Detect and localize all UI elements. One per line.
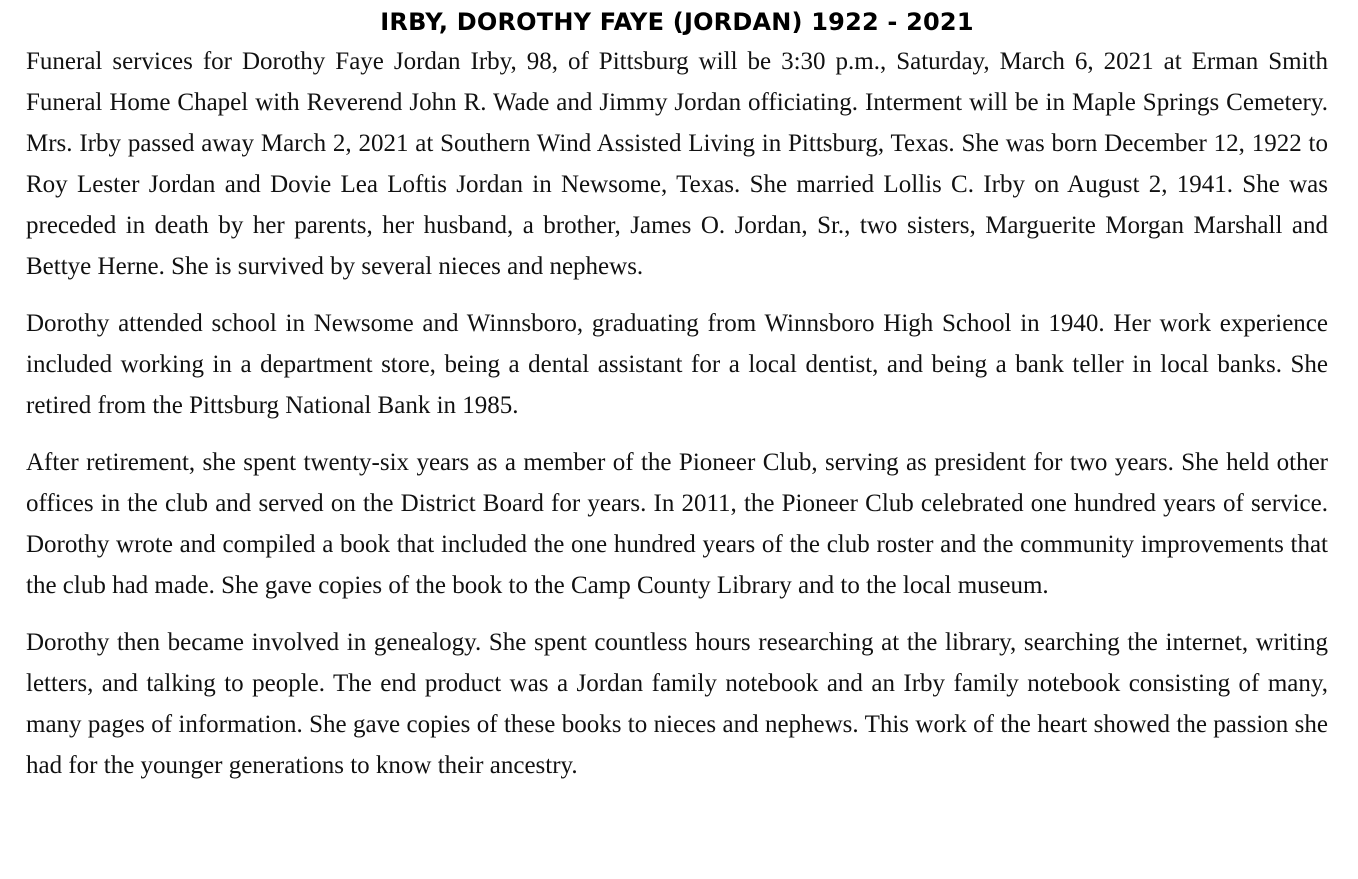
obituary-page xyxy=(26,0,1328,786)
paragraph-pioneer-club: After retirement, she spent twenty-six years as a member of the Pioneer Club, serving as president for two years. She held other offices in the club and served on the District Board for years. In 2011, the Pioneer Club celebrated one hundred years of service. Dorothy wrote and compiled a book that included the one hundred years of the club roster and the community improvements that the club had made. She gave copies of the book to the Camp County Library and to the local museum. xyxy=(26,449,1328,599)
paragraph-education-work: Dorothy attended school in Newsome and Winnsboro, graduating from Winnsboro High School in 1940. Her work experience included working in a department store, being a dental assistant for a local dentist, and being a bank teller in local banks. She retired from the Pittsburg National Bank in 1985. xyxy=(26,310,1328,419)
paragraph-funeral-services: Funeral services for Dorothy Faye Jordan Irby, 98, of Pittsburg will be 3:30 p.m., Saturday, March 6, 2021 at Erman Smith Funeral Home Chapel with Reverend John R. Wade and Jimmy Jordan officiating. Interment will be in Maple Springs Cemetery. Mrs. Irby passed away March 2, 2021 at Southern Wind Assisted Living in Pittsburg, Texas. She was born December 12, 1922 to Roy Lester Jordan and Dovie Lea Loftis Jordan in Newsome, Texas. She married Lollis C. Irby on August 2, 1941. She was preceded in death by her parents, her husband, a brother, James O. Jordan, Sr., two sisters, Marguerite Morgan Marshall and Bettye Herne. She is survived by several nieces and nephews. xyxy=(26,48,1328,280)
obituary-title: IRBY, DOROTHY FAYE (JORDAN) 1922 - 2021 xyxy=(380,8,974,36)
paragraph-genealogy: Dorothy then became involved in genealogy. She spent countless hours researching at the library, searching the internet, writing letters, and talking to people. The end product was a Jordan family notebook and an Irby family notebook consisting of many, many pages of information. She gave copies of these books to nieces and nephews. This work of the heart showed the passion she had for the younger generations to know their ancestry. xyxy=(26,629,1328,779)
